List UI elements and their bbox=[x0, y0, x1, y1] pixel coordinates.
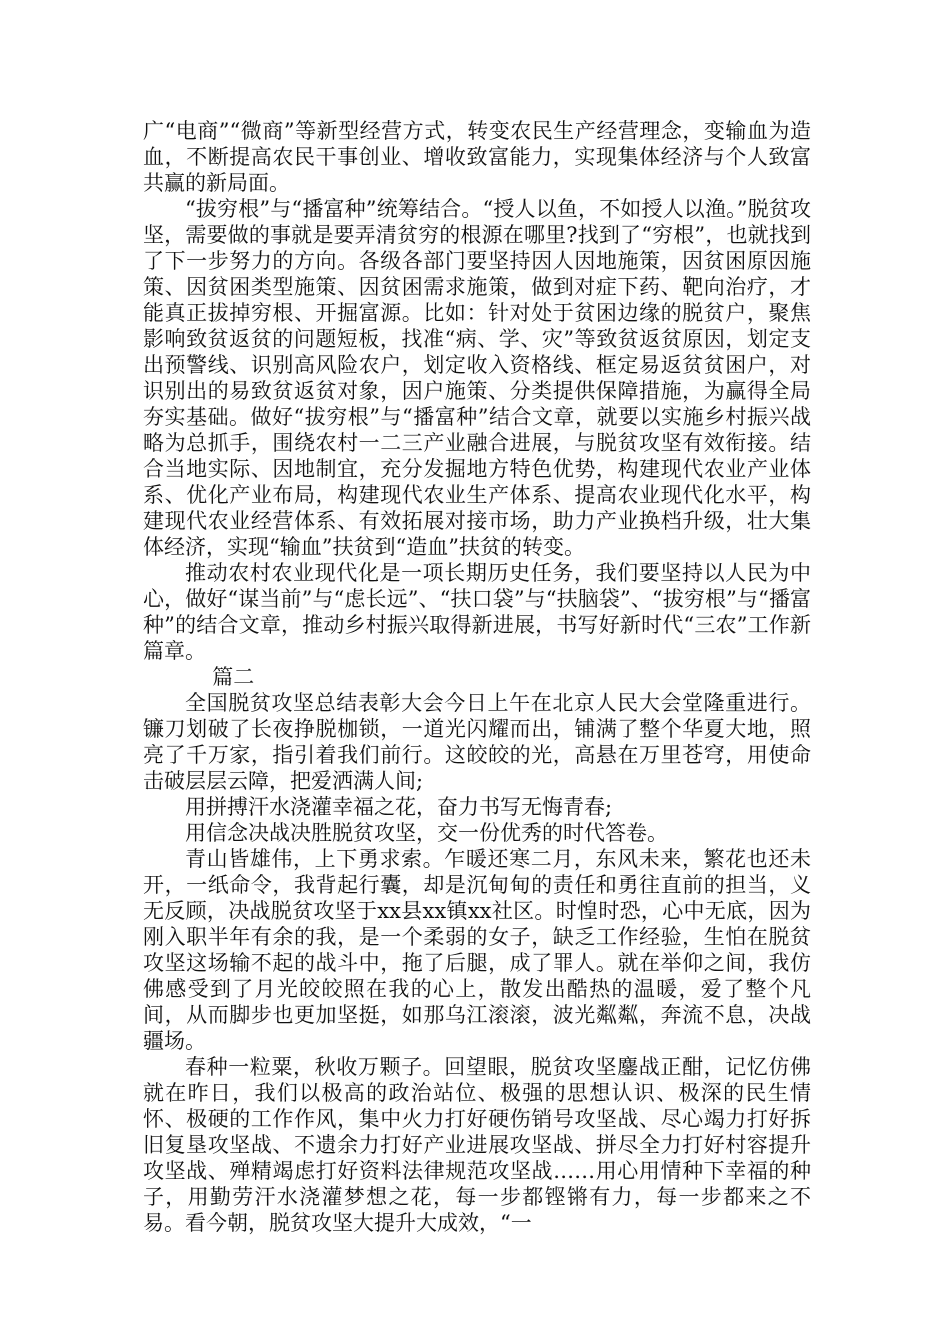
paragraph: 青山皆雄伟，上下勇求索。乍暖还寒二月，东风未来，繁花也还未开，一纸命令，我背起行囊，却是沉甸甸的责任和勇往直前的担当，义无反顾，决战脱贫攻坚于xx县xx镇xx社区。时惶时恐，心中无底，因为刚入职半年有余的我，是一个柔弱的女子，缺乏工作经验，生怕在脱贫攻坚这场输不起的战斗中，拖了后腿，成了罪人。就在举仰之间，我仿佛感受到了月光皎皎照在我的心上，散发出酷热的温暖，爱了整个凡间，从而脚步也更加坚挺，如那乌江滚滚，波光粼粼，奔流不息，决战疆场。 bbox=[143, 847, 811, 1053]
document-body bbox=[143, 118, 811, 1236]
paragraph: “拔穷根”与“播富种”统筹结合。“授人以鱼，不如授人以渔。”脱贫攻坚，需要做的事就是要弄清贫穷的根源在哪里?找到了“穷根”，也就找到了下一步努力的方向。各级各部门要坚持因人因地施策，因贫困原因施策、因贫困类型施策、因贫困需求施策，做到对症下药、靶向治疗，才能真正拔掉穷根、开掘富源。比如：针对处于贫困边缘的脱贫户，聚焦影响致贫返贫的问题短板，找准“病、学、灾”等致贫返贫原因，划定支出预警线、识别高风险农户，划定收入资格线、框定易返贫贫困户，对识别出的易致贫返贫对象，因户施策、分类提供保障措施，为赢得全局夯实基础。做好“拔穷根”与“播富种”结合文章，就要以实施乡村振兴战略为总抓手，围绕农村一二三产业融合进展，与脱贫攻坚有效衔接。结合当地实际、因地制宜，充分发掘地方特色优势，构建现代农业产业体系、优化产业布局，构建现代农业生产体系、提高农业现代化水平，构建现代农业经营体系、有效拓展对接市场，助力产业换档升级，壮大集体经济，实现“输血”扶贫到“造血”扶贫的转变。 bbox=[143, 197, 811, 559]
paragraph: 春种一粒粟，秋收万颗子。回望眼，脱贫攻坚鏖战正酣，记忆仿佛就在昨日，我们以极高的政治站位、极强的思想认识、极深的民生情怀、极硬的工作作风，集中火力打好硬伤销号攻坚战、尽心竭力打好拆旧复垦攻坚战、不遗余力打好产业进展攻坚战、拼尽全力打好村容提升攻坚战、殚精竭虑打好资料法律规范攻坚战……用心用情种下幸福的种子，用勤劳汗水浇灌梦想之花，每一步都铿锵有力，每一步都来之不易。看今朝，脱贫攻坚大提升大成效，“一 bbox=[143, 1055, 811, 1235]
paragraph: 全国脱贫攻坚总结表彰大会今日上午在北京人民大会堂隆重进行。镰刀划破了长夜挣脱枷锁，一道光闪耀而出，铺满了整个华夏大地，照亮了千万家，指引着我们前行。这皎皎的光，高悬在万里苍穹，用使命击破层层云障，把爱洒满人间; bbox=[143, 691, 811, 793]
section-heading: 篇二 bbox=[212, 665, 255, 689]
paragraph: 广“电商”“微商”等新型经营方式，转变农民生产经营理念，变输血为造血，不断提高农民干事创业、增收致富能力，实现集体经济与个人致富共赢的新局面。 bbox=[143, 119, 811, 195]
paragraph: 用拼搏汗水浇灌幸福之花，奋力书写无悔青春; bbox=[185, 795, 613, 819]
paragraph: 用信念决战决胜脱贫攻坚，交一份优秀的时代答卷。 bbox=[185, 821, 668, 845]
paragraph: 推动农村农业现代化是一项长期历史任务，我们要坚持以人民为中心，做好“谋当前”与“虑长远”、“扶口袋”与“扶脑袋”、“拔穷根”与“播富种”的结合文章，推动乡村振兴取得新进展，书写好新时代“三农”工作新篇章。 bbox=[143, 561, 811, 663]
